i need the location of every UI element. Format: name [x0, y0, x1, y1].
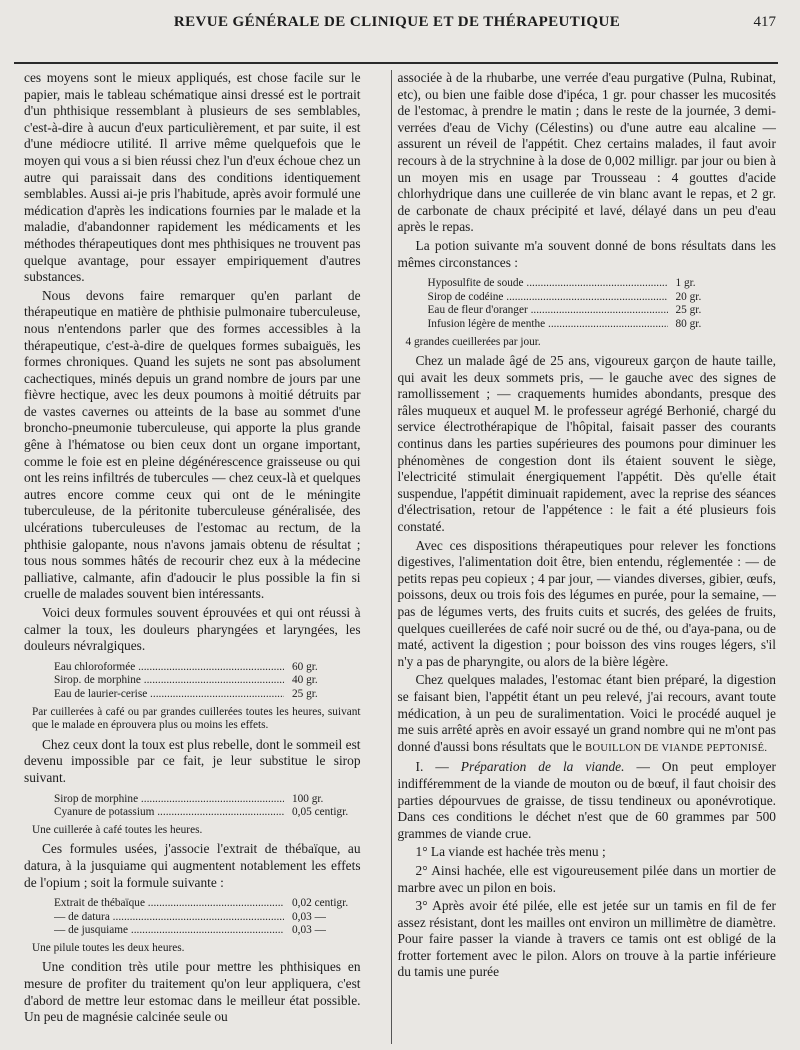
- quantity: 0,03 —: [292, 910, 326, 923]
- formula-row: [398, 277, 776, 291]
- paragraph: 2° Ainsi hachée, elle est vigoureusement pilée dans un mortier de marbre avec un pilon en bois.: [397, 862, 776, 895]
- paragraph: Voici deux formules souvent éprouvées et qui ont réussi à calmer la toux, les douleurs pharyngées et laryngées, les douleurs névralgiques.: [24, 605, 361, 654]
- section-title: Préparation de la viande.: [460, 759, 625, 775]
- formula-row: [24, 897, 361, 911]
- paragraph: [398, 759, 776, 842]
- ingredient: Sirop de morphine .....: [54, 793, 284, 807]
- paragraph-text: — On peut employer indifféremment de la viande de mouton ou de bœuf, il faut choisir des parties dépourvues de graisse, de tissu tendineux ou aponévrotique. Dans ces conditions le déchet n'est que de 60 grammes par 500 grammes de viande crue.: [397, 759, 776, 841]
- formula-row: [24, 806, 361, 820]
- formula-row: [24, 661, 361, 675]
- paragraph: Avec ces dispositions thérapeutiques pour relever les fonctions digestives, l'alimentation doit être, bien entendu, réglementée : — de petits repas peu copieux ; 4 par jour, — viandes diverses, gibier, œufs, poissons, deux ou trois fois des légumes en purée, pour la semaine, — pas de légumes verts, des fruits cuits et sucrés, des gelées de fruits, quelques cueillerées de café noir sucré ou de thé, ou d'aya-pana, ou de maté, activent la digestion ; pour boisson des vins rouges légers, s'il n'y a pas de pharyngite, ou alors de la bière légère.: [397, 537, 776, 669]
- quantity: 100 gr.: [292, 792, 324, 805]
- quantity: 25 gr.: [292, 687, 318, 700]
- formula-row: [398, 318, 776, 332]
- quantity: 0,02 centigr.: [292, 897, 349, 910]
- ingredient: Eau de fleur d'oranger .....: [428, 304, 668, 318]
- paragraph: Chez ceux dont la toux est plus rebelle, dont le sommeil est devenu impossible par ce fait, je leur substitue le sirop suivant.: [24, 736, 361, 785]
- formula-row: [24, 688, 361, 702]
- paragraph: 1° La viande est hachée très menu ;: [415, 844, 606, 860]
- quantity: 20 gr.: [675, 290, 702, 303]
- formula-row: [24, 674, 361, 688]
- running-header: [18, 14, 776, 36]
- quantity: 0,05 centigr.: [292, 806, 349, 819]
- formula-1: [24, 661, 361, 702]
- quantity: 40 gr.: [292, 674, 318, 687]
- formula-row: [24, 911, 361, 925]
- paragraph: Une condition très utile pour mettre les phthisiques en mesure de profiter du traitement qu'on leur appliquera, c'est d'abord de mettre leur estomac dans le meilleur état possible. Un peu de magnésie calcinée seule ou: [24, 959, 361, 1025]
- formula-note: Une pilule toutes les deux heures.: [32, 941, 185, 954]
- ingredient: Infusion légère de menthe .....: [428, 318, 668, 332]
- formula-row: [24, 793, 361, 807]
- ingredient: Sirop. de morphine .....: [54, 674, 284, 688]
- formula-2: [24, 793, 361, 820]
- formula-row: [398, 291, 776, 305]
- ingredient: Sirop de codéine .....: [428, 291, 668, 305]
- ingredient: Extrait de thébaïque .....: [54, 897, 284, 911]
- formula-note: 4 grandes cueillerées par jour.: [405, 335, 541, 348]
- paragraph: [398, 672, 776, 757]
- right-column: [391, 70, 776, 1044]
- bouillon-heading: BOUILLON DE VIANDE PEPTONISÉ.: [585, 742, 768, 754]
- quantity: 1 gr.: [675, 277, 696, 290]
- paragraph: 3° Après avoir été pilée, elle est jetée sur un tamis en fil de fer assez résistant, dont les mailles ont environ un millimètre de diamètre. Pour faire passer la viande à travers ce tamis ont est obligé de la frotter fortement avec le pilon. Alors on trouve à la partie inférieure du tamis une purée: [397, 898, 776, 980]
- ingredient: Cyanure de potassium .....: [54, 806, 284, 820]
- formula-note: Par cuillerées à café ou par grandes cuillerées toutes les heures, suivant que le malade en éprouvera plus ou moins les effets.: [32, 705, 361, 732]
- formula-4: [398, 277, 776, 331]
- section-number: I. —: [415, 759, 461, 775]
- text-columns: [24, 70, 776, 1044]
- quantity: 0,03 —: [292, 924, 326, 937]
- journal-title: REVUE GÉNÉRALE DE CLINIQUE ET DE THÉRAPEUTIQUE: [173, 14, 621, 30]
- ingredient: Eau chloroformée .....: [54, 661, 284, 675]
- paragraph: associée à de la rhubarbe, une verrée d'eau purgative (Pulna, Rubinat, etc), ou bien une faible dose d'ipéca, 1 gr. pour chasser les mucosités de l'estomac, à prendre le matin ; dans le reste de la journée, 3 demi-verrées d'eau de Vichy (Célestins) ou d'une autre eau alcaline — assurent un réveil de l'appétit. Chez certains malades, il faut avoir recours à de la strychnine à la dose de 0,002 milligr. par jour ou bien à un moyen mis en usage par Trousseau : 4 gouttes d'acide chlorhydrique dans une cuillerée de vin blanc avant le repas, et 2 gr. de carbonate de chaux précipité et lavé, délayé dans un peu d'eau après le repas.: [397, 70, 776, 235]
- paragraph: ces moyens sont le mieux appliqués, est chose facile sur le papier, mais le tableau schématique ainsi dressé est le portrait d'un phthisique ressemblant à plusieurs de ses semblables, c'est-à-dire à aucun d'eux particulièrement, et par suite, il est d'une médiocre utilité. Il arrive même quelquefois que le moyen qui vous a si bien réussi chez l'un d'eux échoue chez un autre qui paraissait dans des conditions identiquement semblables. Aussi ai-je pris l'habitude, après avoir formulé une médication d'après les indications fournies par le malade et la maladie, d'abandonner rapidement les médicaments et les méthodes thérapeutiques dont mes phthisiques ne trouvent pas quelque avantage, pour essayer empiriquement d'autres substances.: [24, 70, 361, 285]
- quantity: 25 gr.: [675, 304, 702, 317]
- header-rule: [14, 62, 778, 64]
- ingredient: — de datura .....: [54, 911, 284, 925]
- formula-row: [398, 304, 776, 318]
- paragraph: Chez un malade âgé de 25 ans, vigoureux garçon de haute taille, qui avait les deux sommets pris, — le gauche avec des signes de ramollissement ; — craquements humides abondants, presque des râles muqueux et auquel M. le professeur agrégé Berhonié, chargé du service électrothérapique de l'hôpital, faisait passer des courants continus dans les parties supérieures des poumons pour diminuer les phénomènes de congestion dont ils étaient souvent le siège, l'electricité stimulait énergiquement l'appétit. Dès qu'elle était suspendue, l'appétit diminuait rapidement, avec la reprise des séances d'électrisation, retour de l'appétence : le fait a été plusieurs fois constaté.: [397, 353, 776, 535]
- left-column: [24, 70, 369, 1044]
- ingredient: Hyposulfite de soude .....: [428, 277, 668, 291]
- formula-row: [24, 924, 361, 938]
- formula-note: Une cuillerée à café toutes les heures.: [32, 823, 203, 836]
- paragraph: Nous devons faire remarquer qu'en parlant de thérapeutique en matière de phthisie pulmonaire tuberculeuse, nous n'entendons parler que des formes accessibles à la thérapeutique, c'est-à-dire de quelques formes subaiguës, les formes chroniques. Quand les sujets ne sont pas absolument cachectiques, minés depuis un grand nombre de jours par une fièvre hectique, avec les deux poumons à moitié détruits par de vastes cavernes ou atteints de la base au sommet d'une broncho-pneumonie tuberculeuse, qui apporte la plus grande gêne à l'hématose ou bien ceux dont un organe important, comme le foie est en pleine dégénérescence graisseuse ou qui ont les reins infiltrés de tubercules — chez ceux-là et quelques autres encore comme ceux qui ont de le méningite tuberculeuse, de la péritonite tuberculeuse généralisée, des ulcérations tuberculeuses de l'estomac au rectum, de la phthisie galopante, nous n'avons jamais obtenu de résultat ; tous nous sommes hâtés de recourir chez eux à la médecine palliative, calmante, afin d'adoucir le plus possible la fin si cruelle de malades souvent bien intéressants.: [24, 287, 361, 602]
- quantity: 60 gr.: [292, 660, 318, 673]
- paragraph: Ces formules usées, j'associe l'extrait de thébaïque, au datura, à la jusquiame qui augmentent notablement les effets de l'opium ; soit la formule suivante :: [24, 841, 361, 890]
- ingredient: Eau de laurier-cerise .....: [54, 688, 284, 702]
- paragraph-text: Chez quelques malades, l'estomac étant bien préparé, la digestion se faisant bien, l'appétit étant un peu relevé, j'ai recours, avant toute médication, à un peu de suralimentation. Voici le procédé auquel je me suis arrêté après en avoir essayé un grand nombre qui ne m'ont pas donné d'aussi bons résultats que le: [397, 672, 776, 754]
- page-number: 417: [753, 14, 776, 30]
- quantity: 80 gr.: [675, 317, 702, 330]
- paragraph: La potion suivante m'a souvent donné de bons résultats dans les mêmes circonstances :: [397, 237, 776, 270]
- formula-3: [24, 897, 361, 938]
- ingredient: — de jusquiame .....: [54, 924, 284, 938]
